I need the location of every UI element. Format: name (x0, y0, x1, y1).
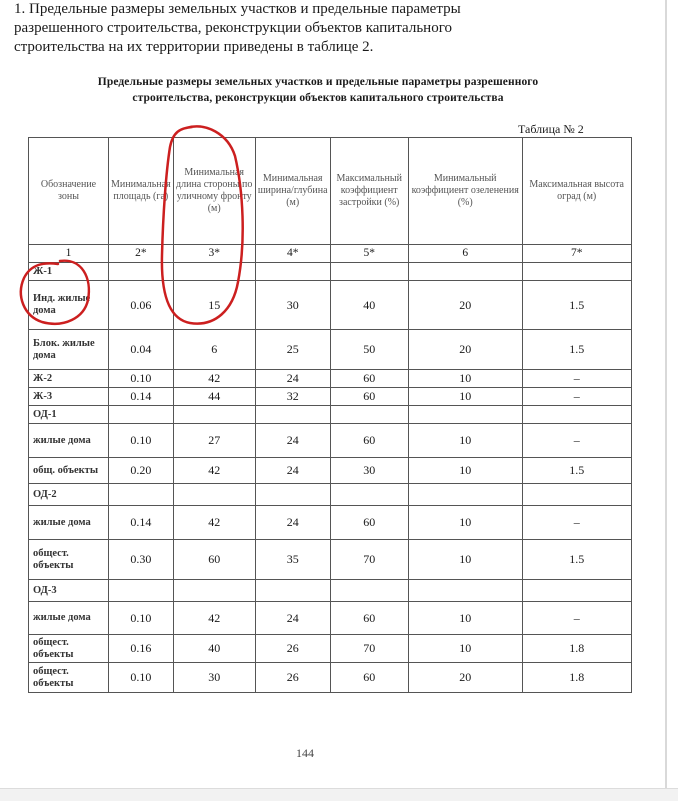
table-row (29, 370, 632, 388)
value-cell: 60 (330, 424, 408, 458)
value-cell (255, 406, 330, 424)
table-row (29, 506, 632, 540)
value-cell (522, 263, 631, 281)
table-row (29, 484, 632, 506)
value-cell: 25 (255, 330, 330, 370)
value-cell: 0.10 (109, 663, 174, 693)
value-cell: – (522, 506, 631, 540)
value-cell: 0.30 (109, 540, 174, 580)
value-cell: 26 (255, 635, 330, 663)
table-row (29, 263, 632, 281)
table-row (29, 580, 632, 602)
column-number-cell: 1 (29, 245, 109, 263)
value-cell (173, 580, 255, 602)
header-cell: Максимальная высота оград (м) (522, 138, 631, 245)
row-label-cell: жилые дома (29, 424, 109, 458)
page-edge (665, 0, 667, 800)
value-cell (109, 263, 174, 281)
value-cell: 20 (408, 663, 522, 693)
table-row (29, 602, 632, 635)
value-cell: 40 (173, 635, 255, 663)
value-cell (255, 484, 330, 506)
value-cell (408, 263, 522, 281)
row-label-cell: Ж-1 (29, 263, 109, 281)
value-cell: 60 (330, 388, 408, 406)
row-label-cell: общ. объекты (29, 458, 109, 484)
value-cell: – (522, 602, 631, 635)
column-number-cell: 4* (255, 245, 330, 263)
row-label-cell: общест. объекты (29, 540, 109, 580)
value-cell: 44 (173, 388, 255, 406)
column-number-cell: 5* (330, 245, 408, 263)
table-row (29, 281, 632, 330)
value-cell: 26 (255, 663, 330, 693)
value-cell: 0.20 (109, 458, 174, 484)
value-cell: 20 (408, 330, 522, 370)
intro-paragraph (14, 0, 602, 57)
value-cell: 0.16 (109, 635, 174, 663)
header-cell: Минимальная ширина/глубина (м) (255, 138, 330, 245)
value-cell: 32 (255, 388, 330, 406)
value-cell: 10 (408, 635, 522, 663)
value-cell: 60 (330, 602, 408, 635)
value-cell: 0.06 (109, 281, 174, 330)
header-cell: Минимальная длина стороны по уличному фронту (м) (173, 138, 255, 245)
value-cell: 15 (173, 281, 255, 330)
value-cell: 24 (255, 602, 330, 635)
value-cell: 24 (255, 506, 330, 540)
row-label-cell: Инд. жилые дома (29, 281, 109, 330)
value-cell: 42 (173, 506, 255, 540)
row-label-cell: Ж-2 (29, 370, 109, 388)
value-cell: 1.5 (522, 330, 631, 370)
header-cell: Обозначение зоны (29, 138, 109, 245)
value-cell (173, 263, 255, 281)
value-cell: 42 (173, 458, 255, 484)
value-cell (522, 484, 631, 506)
value-cell: 1.5 (522, 281, 631, 330)
table-row (29, 406, 632, 424)
value-cell (408, 580, 522, 602)
row-label-cell: общест. объекты (29, 635, 109, 663)
value-cell (109, 406, 174, 424)
header-cell: Минимальный коэффициент озеленения (%) (408, 138, 522, 245)
value-cell (522, 406, 631, 424)
value-cell: 1.8 (522, 635, 631, 663)
value-cell: 70 (330, 635, 408, 663)
value-cell (173, 406, 255, 424)
value-cell (408, 406, 522, 424)
value-cell: 6 (173, 330, 255, 370)
column-number-cell: 2* (109, 245, 174, 263)
table-row (29, 458, 632, 484)
value-cell: 20 (408, 281, 522, 330)
table-title-line-2: строительства, реконструкции объектов капитального строительства (132, 92, 504, 104)
value-cell (408, 484, 522, 506)
table-header-row (29, 138, 632, 245)
value-cell: 50 (330, 330, 408, 370)
value-cell: 10 (408, 424, 522, 458)
value-cell: 0.10 (109, 370, 174, 388)
value-cell (330, 484, 408, 506)
value-cell: 10 (408, 370, 522, 388)
value-cell (109, 484, 174, 506)
value-cell: 10 (408, 602, 522, 635)
value-cell: 0.14 (109, 506, 174, 540)
value-cell (109, 580, 174, 602)
row-label-cell: ОД-1 (29, 406, 109, 424)
value-cell: 60 (330, 506, 408, 540)
page-number: 144 (296, 746, 314, 760)
table-title (28, 74, 608, 106)
value-cell: 0.10 (109, 424, 174, 458)
row-label-cell: Ж-3 (29, 388, 109, 406)
limits-table (28, 137, 632, 693)
value-cell: 10 (408, 540, 522, 580)
column-number-row (29, 245, 632, 263)
value-cell: 10 (408, 506, 522, 540)
value-cell: 30 (330, 458, 408, 484)
value-cell: 0.10 (109, 602, 174, 635)
value-cell: 70 (330, 540, 408, 580)
table-title-line-1: Предельные размеры земельных участков и предельные параметры разрешенного (97, 76, 539, 88)
intro-line-2: разрешенного строительства, реконструкции объектов капитального (14, 20, 452, 36)
row-label-cell: общест. объекты (29, 663, 109, 693)
value-cell: – (522, 424, 631, 458)
value-cell (330, 406, 408, 424)
row-label-cell: ОД-2 (29, 484, 109, 506)
column-number-cell: 3* (173, 245, 255, 263)
table-row (29, 330, 632, 370)
value-cell: 0.04 (109, 330, 174, 370)
column-number-cell: 7* (522, 245, 631, 263)
intro-line-3: строительства на их территории приведены в таблице 2. (14, 39, 374, 55)
value-cell (255, 580, 330, 602)
table-row (29, 540, 632, 580)
value-cell: 60 (330, 663, 408, 693)
header-cell: Максимальный коэффициент застройки (%) (330, 138, 408, 245)
value-cell: 0.14 (109, 388, 174, 406)
value-cell: 1.5 (522, 540, 631, 580)
header-cell: Минимальная площадь (га) (109, 138, 174, 245)
table-row (29, 635, 632, 663)
value-cell: 10 (408, 458, 522, 484)
value-cell: 42 (173, 370, 255, 388)
row-label-cell: Блок. жилые дома (29, 330, 109, 370)
column-number-cell: 6 (408, 245, 522, 263)
value-cell: 35 (255, 540, 330, 580)
value-cell: 30 (255, 281, 330, 330)
value-cell: – (522, 388, 631, 406)
value-cell: 60 (330, 370, 408, 388)
table-row (29, 424, 632, 458)
value-cell: 1.8 (522, 663, 631, 693)
value-cell: 60 (173, 540, 255, 580)
table-number: Таблица № 2 (518, 122, 584, 136)
table-row (29, 663, 632, 693)
value-cell (330, 580, 408, 602)
value-cell (522, 580, 631, 602)
value-cell: – (522, 370, 631, 388)
value-cell: 1.5 (522, 458, 631, 484)
value-cell: 30 (173, 663, 255, 693)
value-cell: 10 (408, 388, 522, 406)
value-cell: 27 (173, 424, 255, 458)
intro-line-1: 1. Предельные размеры земельных участков и предельные параметры (14, 1, 461, 17)
table-row (29, 388, 632, 406)
value-cell: 24 (255, 424, 330, 458)
value-cell: 24 (255, 458, 330, 484)
value-cell (330, 263, 408, 281)
value-cell: 40 (330, 281, 408, 330)
value-cell (255, 263, 330, 281)
value-cell: 24 (255, 370, 330, 388)
row-label-cell: жилые дома (29, 602, 109, 635)
value-cell: 42 (173, 602, 255, 635)
row-label-cell: жилые дома (29, 506, 109, 540)
value-cell (173, 484, 255, 506)
row-label-cell: ОД-3 (29, 580, 109, 602)
page-bottom-edge (0, 788, 678, 801)
